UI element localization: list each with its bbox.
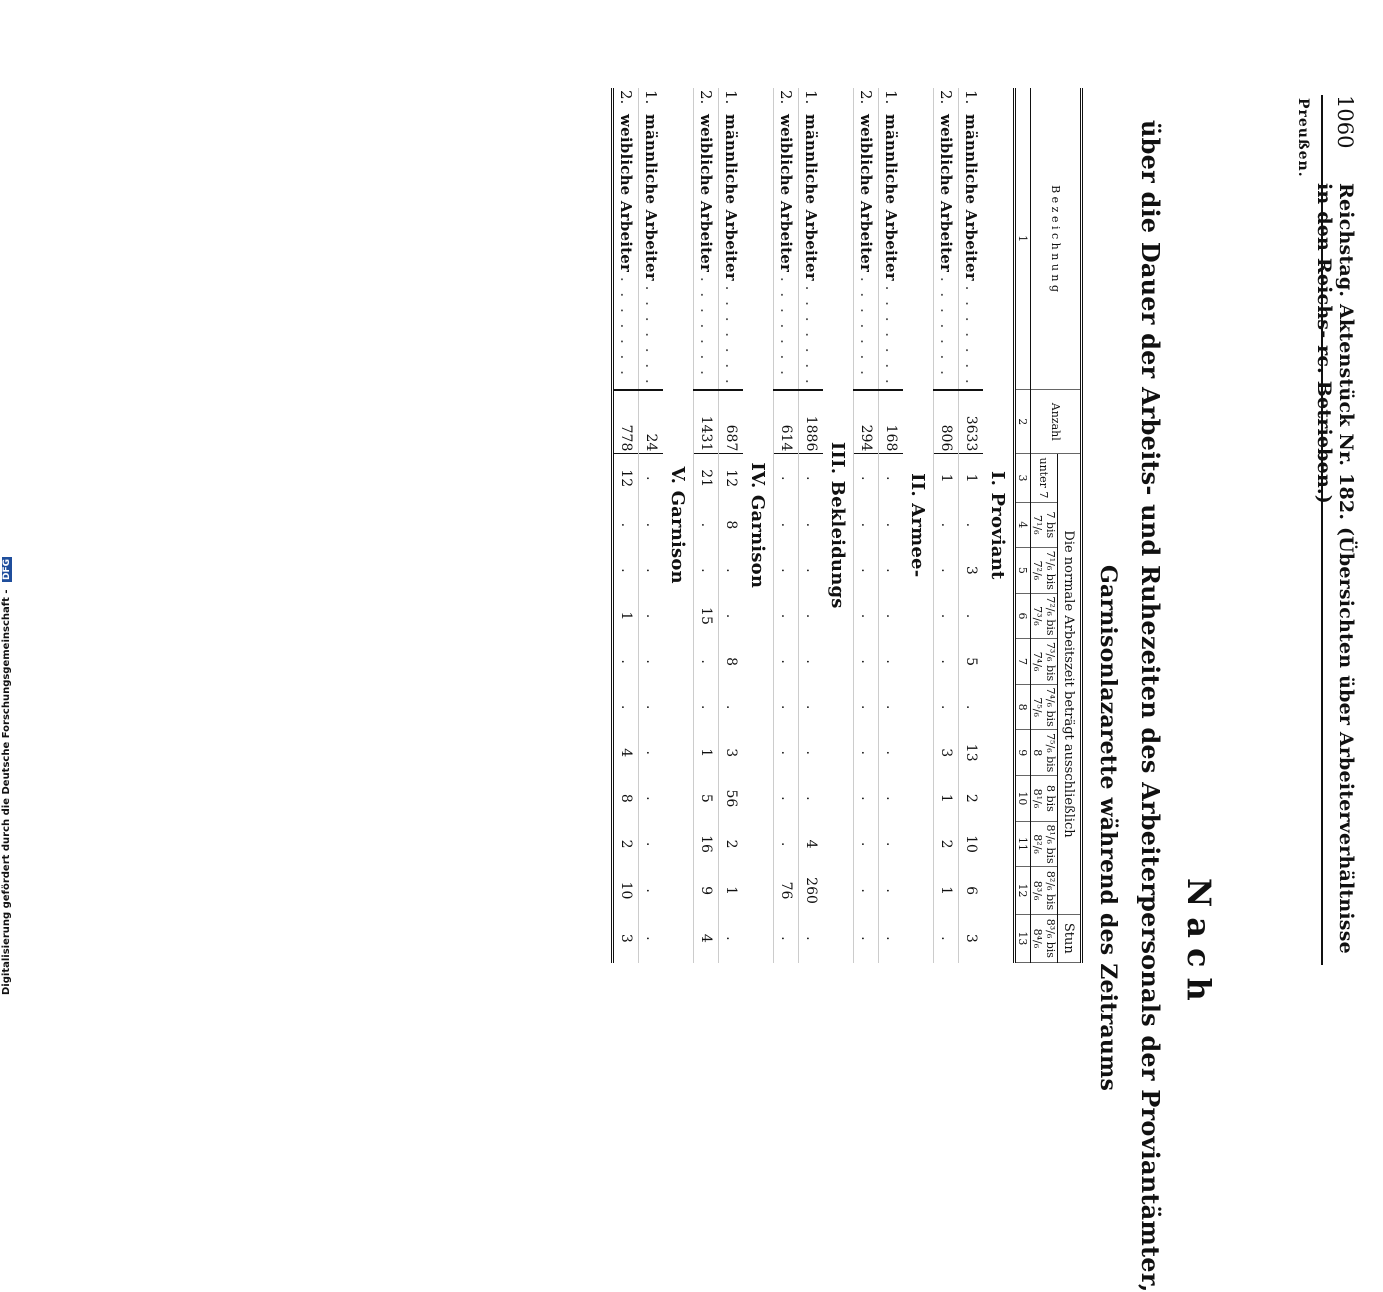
value-cell: 5 (959, 639, 984, 685)
col-header-anzahl: Anzahl (1031, 390, 1082, 454)
hour-range-header: 8¹/₆ bis 8²/₆ (1031, 821, 1058, 867)
value-cell: 2 (719, 821, 744, 867)
table-row (934, 88, 959, 963)
col-header-stunden: Stun (1058, 914, 1082, 962)
column-number: 4 (1015, 502, 1031, 548)
section-title: I. Proviant (987, 470, 1009, 580)
value-cell: . (959, 684, 984, 730)
hour-range-header: unter 7 (1031, 454, 1058, 502)
value-cell: 1 (959, 454, 984, 502)
col-header-normal-arbeitszeit: Die normale Arbeitszeit beträgt ausschließlich (1058, 454, 1082, 914)
value-cell: . (774, 502, 799, 548)
row-label: männliche Arbeiter (962, 114, 980, 281)
value-cell: . (719, 593, 744, 639)
anzahl-cell: 168 (879, 390, 904, 454)
column-number: 1 (1015, 88, 1031, 390)
value-cell: . (799, 593, 824, 639)
value-cell: . (694, 684, 719, 730)
row-label: weibliche Arbeiter (937, 114, 955, 273)
value-cell: 8 (719, 502, 744, 548)
digitization-credit (1, 558, 14, 995)
value-cell: . (639, 684, 664, 730)
value-cell: 4 (694, 914, 719, 962)
value-cell: . (934, 548, 959, 594)
row-label: weibliche Arbeiter (617, 114, 635, 273)
value-cell: . (639, 454, 664, 502)
page-number: 1060 (1333, 95, 1357, 149)
value-cell: . (799, 684, 824, 730)
value-cell: . (799, 730, 824, 776)
column-number: 7 (1015, 639, 1031, 685)
value-cell: 10 (959, 821, 984, 867)
value-cell: 4 (613, 730, 639, 776)
row-label-cell (879, 88, 904, 390)
anzahl-cell: 24 (639, 390, 664, 454)
title-line-1: über die Dauer der Arbeits- und Ruhezeiten des Arbeiterpersonals der Proviantämter, (1136, 120, 1165, 1292)
anzahl-cell: 778 (613, 390, 639, 454)
row-number: 2. (697, 90, 715, 105)
value-cell: . (959, 502, 984, 548)
value-cell: . (879, 593, 904, 639)
value-cell: . (934, 639, 959, 685)
row-label: männliche Arbeiter (722, 114, 740, 281)
row-label: weibliche Arbeiter (697, 114, 715, 273)
value-cell: . (719, 914, 744, 962)
leader-dots: . . . . . . . (802, 285, 820, 387)
value-cell: 8 (719, 639, 744, 685)
value-cell: 5 (694, 776, 719, 822)
value-cell: . (799, 776, 824, 822)
hour-range-header: 8²/₆ bis 8³/₆ (1031, 867, 1058, 914)
value-cell: 3 (959, 548, 984, 594)
value-cell: 4 (799, 821, 824, 867)
row-label-cell (934, 88, 959, 390)
value-cell: 1 (934, 776, 959, 822)
leader-dots: . . . . . . . (722, 285, 740, 387)
section-title-row (903, 88, 934, 963)
row-label: männliche Arbeiter (882, 114, 900, 281)
value-cell: . (934, 914, 959, 962)
anzahl-cell: 294 (854, 390, 879, 454)
row-number: 1. (642, 90, 660, 105)
value-cell: . (854, 548, 879, 594)
hour-range-header: 8 bis 8¹/₆ (1031, 776, 1058, 822)
row-label-cell (799, 88, 824, 390)
value-cell: . (879, 821, 904, 867)
table-row (854, 88, 879, 963)
value-cell: . (774, 548, 799, 594)
value-cell: . (934, 684, 959, 730)
col-header-bezeichnung: B e z e i c h n u n g (1031, 88, 1082, 390)
row-number: 1. (882, 90, 900, 105)
anzahl-cell: 3633 (959, 390, 984, 454)
leader-dots: . . . . . . . (857, 276, 875, 378)
hour-range-header: 7⁵/₆ bis 8 (1031, 730, 1058, 776)
anzahl-cell: 1886 (799, 390, 824, 454)
column-number: 13 (1015, 914, 1031, 962)
value-cell: . (854, 454, 879, 502)
column-number: 6 (1015, 593, 1031, 639)
hour-range-header: 7 bis 7¹/₆ (1031, 502, 1058, 548)
value-cell: . (639, 502, 664, 548)
value-cell: . (774, 776, 799, 822)
value-cell: . (613, 639, 639, 685)
value-cell: 10 (613, 867, 639, 914)
column-number: 12 (1015, 867, 1031, 914)
row-number: 2. (857, 90, 875, 105)
value-cell: . (694, 639, 719, 685)
anzahl-cell: 806 (934, 390, 959, 454)
table-row (774, 88, 799, 963)
value-cell: . (774, 639, 799, 685)
table-row (639, 88, 664, 963)
hour-range-header: 7⁴/₆ bis 7⁵/₆ (1031, 684, 1058, 730)
value-cell: . (639, 776, 664, 822)
row-label-cell (639, 88, 664, 390)
value-cell: 3 (613, 914, 639, 962)
value-cell: . (879, 454, 904, 502)
value-cell: . (639, 639, 664, 685)
value-cell: . (719, 548, 744, 594)
section-title-row (983, 88, 1015, 963)
value-cell: . (774, 454, 799, 502)
value-cell: . (774, 821, 799, 867)
section-title: III. Bekleidungs (827, 441, 849, 609)
hour-range-header: 7²/₆ bis 7³/₆ (1031, 593, 1058, 639)
row-label: weibliche Arbeiter (857, 114, 875, 273)
running-header (1313, 95, 1363, 965)
value-cell: . (774, 730, 799, 776)
anzahl-cell: 1431 (694, 390, 719, 454)
value-cell: . (774, 914, 799, 962)
section-title-row (823, 88, 854, 963)
value-cell: . (613, 548, 639, 594)
value-cell: . (854, 821, 879, 867)
table-row (959, 88, 984, 963)
value-cell: . (774, 593, 799, 639)
value-cell: . (854, 502, 879, 548)
value-cell: . (799, 914, 824, 962)
credit-text: Digitalisierung gefördert durch die Deutsche Forschungsgemeinschaft - (1, 589, 12, 995)
row-number: 1. (722, 90, 740, 105)
value-cell: . (854, 639, 879, 685)
hour-range-header: 7¹/₆ bis 7²/₆ (1031, 548, 1058, 594)
value-cell: . (639, 593, 664, 639)
row-label: männliche Arbeiter (642, 114, 660, 281)
value-cell: 1 (934, 867, 959, 914)
value-cell: . (639, 914, 664, 962)
row-label: weibliche Arbeiter (777, 114, 795, 273)
value-cell: 21 (694, 454, 719, 502)
leader-dots: . . . . . . . (882, 285, 900, 387)
value-cell: . (854, 730, 879, 776)
row-number: 2. (937, 90, 955, 105)
column-number: 2 (1015, 390, 1031, 454)
row-label: männliche Arbeiter (802, 114, 820, 281)
value-cell: . (613, 502, 639, 548)
row-number: 1. (802, 90, 820, 105)
row-label-cell (719, 88, 744, 390)
value-cell: 76 (774, 867, 799, 914)
leader-dots: . . . . . . . (617, 276, 635, 378)
value-cell: . (879, 730, 904, 776)
running-head: Reichstag. Aktenstück Nr. 182. (Übersichten über Arbeiterverhältnisse in den Reichs- rc. Betrieben.) (1313, 183, 1357, 954)
value-cell: . (854, 776, 879, 822)
dfg-logo: DFG (2, 558, 12, 580)
leader-dots: . . . . . . . (962, 285, 980, 387)
value-cell: 12 (613, 454, 639, 502)
section-title: V. Garnison (667, 466, 689, 584)
value-cell: 13 (959, 730, 984, 776)
column-numbers-row (1015, 88, 1031, 963)
value-cell: 1 (934, 454, 959, 502)
value-cell: . (854, 593, 879, 639)
row-number: 2. (617, 90, 635, 105)
value-cell: . (639, 867, 664, 914)
row-label-cell (774, 88, 799, 390)
table-row (719, 88, 744, 963)
leader-dots: . . . . . . . (937, 276, 955, 378)
value-cell: 3 (959, 914, 984, 962)
value-cell: 3 (934, 730, 959, 776)
value-cell: . (879, 548, 904, 594)
column-number: 10 (1015, 776, 1031, 822)
value-cell: . (694, 548, 719, 594)
value-cell: . (879, 684, 904, 730)
value-cell: . (799, 454, 824, 502)
anzahl-cell: 687 (719, 390, 744, 454)
value-cell: 9 (694, 867, 719, 914)
row-number: 1. (962, 90, 980, 105)
value-cell: . (639, 730, 664, 776)
value-cell: . (799, 548, 824, 594)
state-label: Preußen. (1295, 98, 1311, 178)
row-label-cell (613, 88, 639, 390)
leader-dots: . . . . . . . (777, 276, 795, 378)
table-row (613, 88, 639, 963)
value-cell: . (774, 684, 799, 730)
value-cell: 15 (694, 593, 719, 639)
value-cell: 1 (613, 593, 639, 639)
value-cell: . (854, 914, 879, 962)
section-title: IV. Garnison (747, 462, 769, 589)
data-table (611, 88, 1083, 963)
value-cell: . (639, 548, 664, 594)
column-number: 3 (1015, 454, 1031, 502)
value-cell: 8 (613, 776, 639, 822)
column-number: 11 (1015, 821, 1031, 867)
anzahl-cell: 614 (774, 390, 799, 454)
row-label-cell (854, 88, 879, 390)
value-cell: . (934, 593, 959, 639)
column-number: 5 (1015, 548, 1031, 594)
title-line-2: Garnisonlazarette während des Zeitraums (1095, 565, 1121, 1092)
value-cell: 56 (719, 776, 744, 822)
value-cell: . (879, 502, 904, 548)
hour-range-header: 8³/₆ bis 8⁴/₆ (1031, 914, 1058, 962)
leader-dots: . . . . . . . (642, 285, 660, 387)
table-row (694, 88, 719, 963)
value-cell: . (854, 867, 879, 914)
value-cell: . (854, 684, 879, 730)
row-number: 2. (777, 90, 795, 105)
column-number: 9 (1015, 730, 1031, 776)
section-title-row (663, 88, 694, 963)
section-title-row (743, 88, 774, 963)
value-cell: . (934, 502, 959, 548)
value-cell: . (879, 914, 904, 962)
value-cell: 1 (694, 730, 719, 776)
value-cell: . (879, 639, 904, 685)
value-cell: 2 (959, 776, 984, 822)
value-cell: . (879, 776, 904, 822)
value-cell: . (639, 821, 664, 867)
value-cell: 1 (719, 867, 744, 914)
value-cell: 2 (613, 821, 639, 867)
value-cell: 260 (799, 867, 824, 914)
value-cell: . (879, 867, 904, 914)
value-cell: . (959, 593, 984, 639)
value-cell: . (613, 684, 639, 730)
value-cell: 12 (719, 454, 744, 502)
row-label-cell (959, 88, 984, 390)
hour-range-header: 7³/₆ bis 7⁴/₆ (1031, 639, 1058, 685)
value-cell: 3 (719, 730, 744, 776)
value-cell: . (694, 502, 719, 548)
value-cell: . (799, 639, 824, 685)
value-cell: 16 (694, 821, 719, 867)
value-cell: 2 (934, 821, 959, 867)
value-cell: . (719, 684, 744, 730)
title-word: Nach (1180, 878, 1218, 1011)
row-label-cell (694, 88, 719, 390)
value-cell: . (799, 502, 824, 548)
column-number: 8 (1015, 684, 1031, 730)
table-row (799, 88, 824, 963)
leader-dots: . . . . . . . (697, 276, 715, 378)
section-title: II. Armee- (907, 473, 929, 578)
table-row (879, 88, 904, 963)
value-cell: 6 (959, 867, 984, 914)
table-body (613, 88, 1015, 963)
